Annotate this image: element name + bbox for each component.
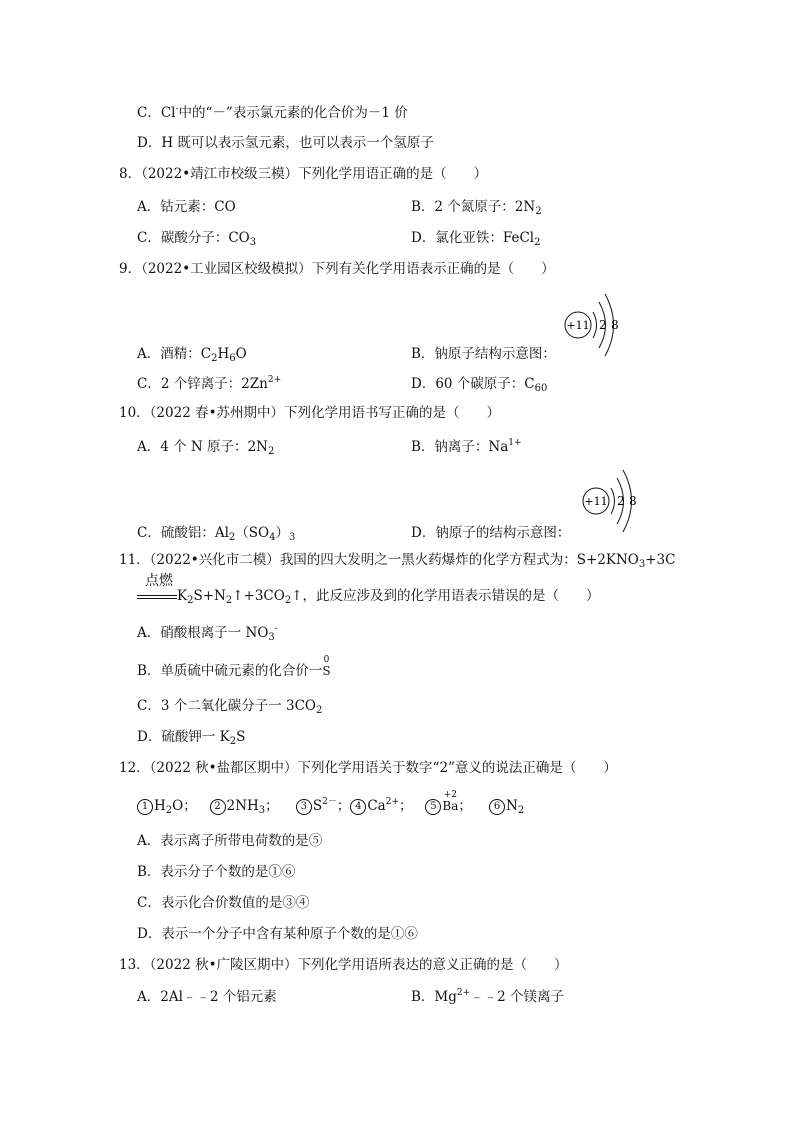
q13-stem: 13．（2022 秋•广陵区期中）下列化学用语所表达的意义正确的是（ ）	[119, 957, 568, 973]
q13-option-b: B．$Mg^{2+}﹣﹣2$ 个镁离子	[411, 988, 565, 1005]
q11-option-d: D．硫酸钾一 $K_2S$	[137, 729, 246, 747]
q11-option-a: A．硝酸根离子一 $NO_3^-$	[137, 624, 278, 643]
shell1-label: 2	[617, 494, 625, 508]
shell1-label: 2	[599, 318, 607, 332]
q8-stem: 8．（2022•靖江市校级三模）下列化学用语正确的是（ ）	[119, 166, 488, 182]
q10-option-d: D．钠原子的结构示意图：	[411, 525, 571, 541]
shell2-label: 8	[611, 318, 619, 332]
q9-option-d: D．60 个碳原子：$C_{60}$	[411, 376, 548, 394]
q9-stem: 9．（2022•工业园区校级模拟）下列有关化学用语表示正确的是（ ）	[119, 261, 555, 277]
q7-option-d: D．H 既可以表示氢元素，也可以表示一个氢原子	[137, 135, 434, 151]
sodium-atom-diagram-2	[578, 464, 638, 536]
q12-items: 1 $H_2O$； 2 $2NH_3$； 3 $S^{2-}$； 4 $Ca^{2+}$； 5 +2 Ba； 6 $N_2$	[137, 797, 524, 815]
q8-option-b: B．2 个氮原子：$2N_2$	[411, 199, 542, 217]
q8-option-d: D．氯化亚铁：FeCl$_2$	[411, 230, 541, 248]
nucleus-label: +11	[566, 319, 590, 332]
q10-option-a: A．4 个 N 原子：$2N_2$	[137, 439, 275, 457]
equals-line-bottom	[137, 598, 177, 599]
q10-option-b: B．钠离子：$Na^{1+}$	[411, 438, 522, 455]
q9-option-c: C．2 个锌离子：$2Zn^{2+}$	[137, 375, 282, 392]
q10-stem: 10．（2022 春•苏州期中）下列化学用语书写正确的是（ ）	[119, 405, 501, 421]
reaction-condition: 点燃	[145, 573, 173, 589]
q11-stem-line2: $K_2S+N_2↑+3CO_2↑$，此反应涉及到的化学用语表示错误的是（ ）	[177, 588, 600, 606]
q12-option-d: D．表示一个分子中含有某种原子个数的是①⑥	[137, 926, 418, 942]
equals-line-top	[137, 595, 177, 596]
q8-option-a: A．钴元素：CO	[137, 199, 236, 215]
nucleus-label: +11	[584, 495, 608, 508]
q11-stem-line1: 11．（2022•兴化市二模）我国的四大发明之一黑火药爆炸的化学方程式为：$S+2KNO_3+3C$	[119, 552, 676, 570]
q10-option-c: C．硫酸铝：$Al_2(SO_4)_3$	[137, 525, 296, 543]
q11-option-b: B．单质硫中硫元素的化合价一 0 S	[137, 655, 331, 679]
sulfur-valence: 0 S	[322, 655, 331, 678]
q12-option-b: B．表示分子个数的是①⑥	[137, 864, 296, 880]
q9-option-b: B．钠原子结构示意图：	[411, 346, 556, 362]
q12-option-c: C．表示化合价数值的是③④	[137, 895, 310, 911]
q9-option-a: A．酒精：$C_2H_6O$	[137, 346, 247, 364]
q12-option-a: A．表示离子所带电荷数的是⑤	[137, 833, 323, 849]
shell2-label: 8	[629, 494, 637, 508]
q13-option-a: A．2Al﹣﹣2 个铝元素	[137, 989, 277, 1005]
q8-option-c: C．碳酸分子：$CO_3$	[137, 230, 257, 248]
q11-option-c: C．3 个二氧化碳分子一 $3CO_2$	[137, 698, 323, 716]
sodium-atom-diagram-1	[560, 288, 620, 360]
q7-option-c: C．Cl-中的“－”表示氯元素的化合价为－1 价	[137, 104, 408, 121]
q12-stem: 12．（2022 秋•盐都区期中）下列化学用语关于数字“2”意义的说法正确是（ ）	[119, 760, 617, 776]
